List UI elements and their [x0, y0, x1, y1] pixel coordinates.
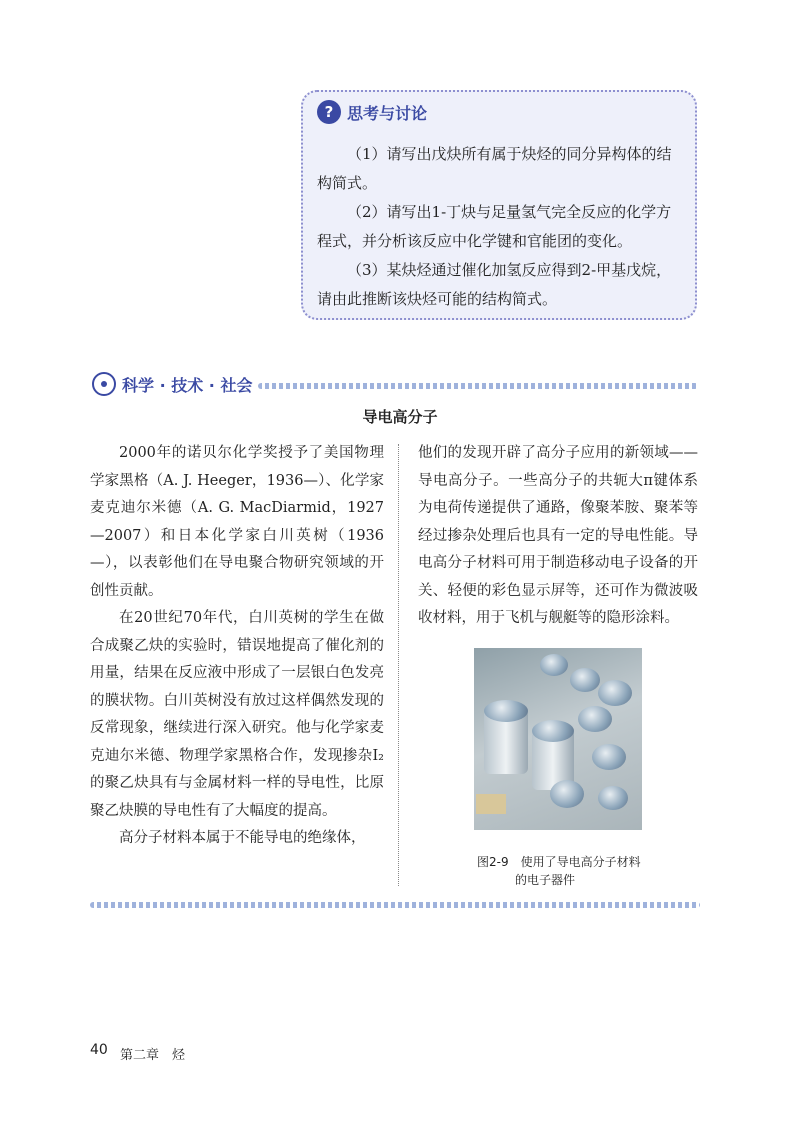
- article-right-column: [418, 440, 698, 633]
- article-title: 导电高分子: [362, 408, 438, 426]
- paragraph: 高分子材料本属于不能导电的绝缘体，: [119, 830, 366, 846]
- think-discuss-header: [317, 100, 427, 124]
- chapter-label: 第二章 烃: [120, 1048, 186, 1063]
- section-header: [92, 372, 252, 396]
- think-discuss-box: [301, 90, 697, 320]
- figure-caption: [477, 853, 641, 889]
- figure-caption-line: 的电子器件: [515, 873, 576, 887]
- column-separator: [398, 444, 399, 886]
- figure-caption-line: 图2-9 使用了导电高分子材料: [477, 855, 641, 869]
- paragraph: 2000年的诺贝尔化学奖授予了美国物理学家黑格（A. J. Heeger，1936—）、化学家麦克迪尔米德（A. G. MacDiarmid，1927—2007）和日本化学家白川英树（1936—），以表彰他们在导电聚合物研究领域的开创性贡献。: [90, 445, 384, 599]
- question-icon: ?: [317, 100, 341, 124]
- paragraph: 在20世纪70年代，白川英树的学生在做合成聚乙炔的实验时，错误地提高了催化剂的用量，结果在反应液中形成了一层银白色发亮的膜状物。白川英树没有放过这样偶然发现的反常现象，继续进行深入研究。他与化学家麦克迪尔米德、物理学家黑格合作，发现掺杂I₂的聚乙炔具有与金属材料一样的导电性，比原聚乙炔膜的导电性有了大幅度的提高。: [90, 610, 384, 819]
- paragraph: 他们的发现开辟了高分子应用的新领域——导电高分子。一些高分子的共轭大π键体系为电荷传递提供了通路，像聚苯胺、聚苯等经过掺杂处理后也具有一定的导电性能。导电高分子材料可用于制造移动电子设备的开关、轻便的彩色显示屏等，还可作为微波吸收材料，用于飞机与舰艇等的隐形涂料。: [418, 445, 698, 626]
- section-divider-bottom: [90, 902, 700, 908]
- question-item: （3）某炔烃通过催化加氢反应得到2-甲基戊烷，请由此推断该炔烃可能的结构简式。: [317, 261, 672, 308]
- think-discuss-body: [317, 140, 685, 314]
- atom-icon: [92, 372, 116, 396]
- think-discuss-title: 思考与讨论: [347, 103, 428, 123]
- question-item: （1）请写出戊炔所有属于炔烃的同分异构体的结构简式。: [317, 145, 672, 192]
- question-item: （2）请写出1-丁炔与足量氢气完全反应的化学方程式，并分析该反应中化学键和官能团的变化。: [317, 203, 672, 250]
- page-number: 40: [90, 1042, 108, 1058]
- capacitors-photo: [474, 648, 642, 830]
- section-divider-top: [258, 383, 698, 389]
- section-label: 科学 · 技术 · 社会: [122, 375, 253, 395]
- article-left-column: [90, 440, 384, 853]
